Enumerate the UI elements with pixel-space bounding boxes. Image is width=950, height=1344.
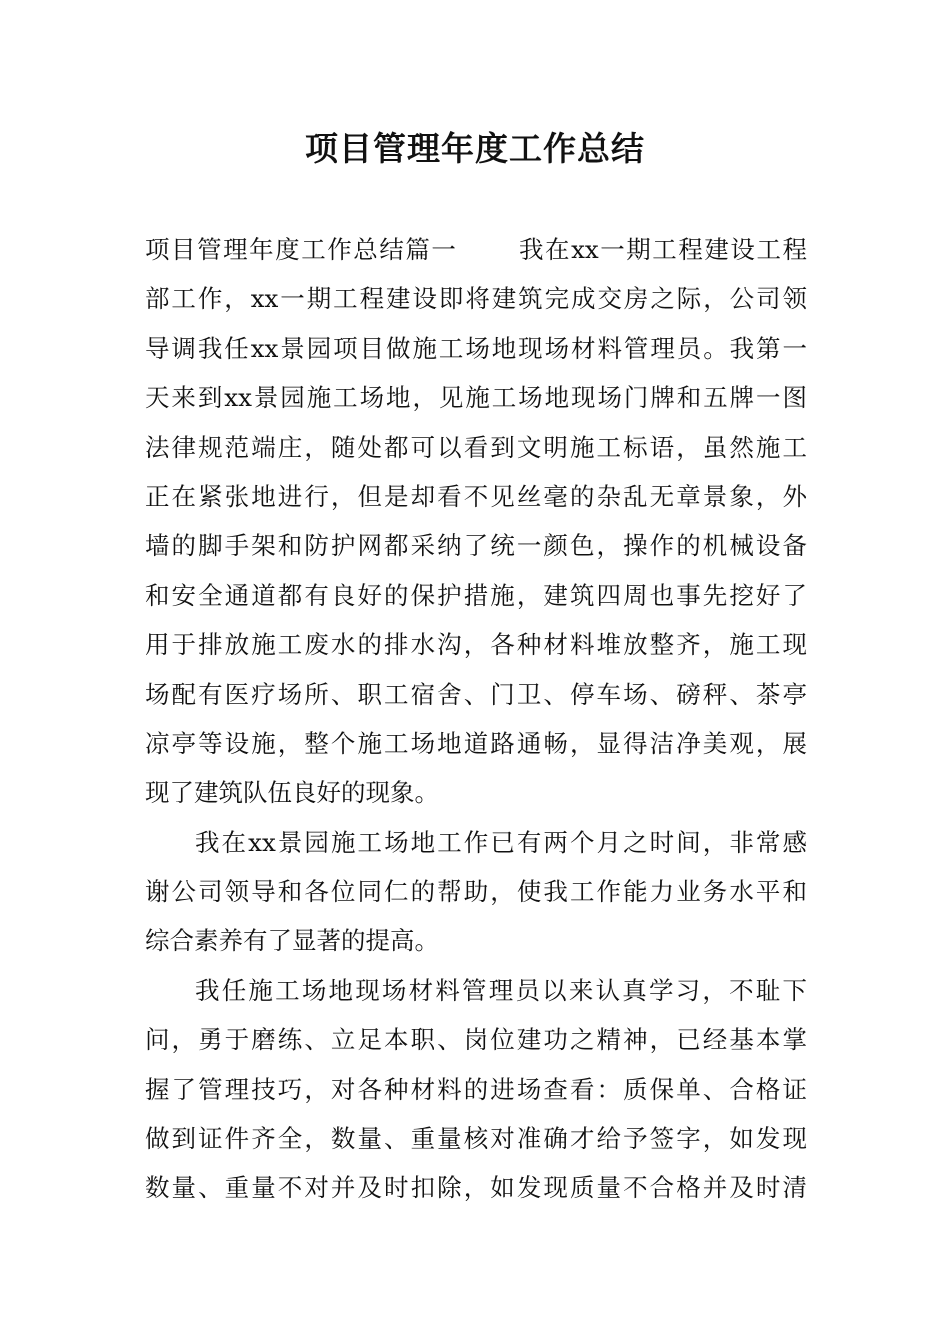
paragraph-line: 导调我任xx景园项目做施工场地现场材料管理员。我第一 bbox=[145, 333, 807, 363]
paragraph-line: 我在xx景园施工场地工作已有两个月之时间，非常感 bbox=[195, 827, 807, 857]
document-title: 项目管理年度工作总结 bbox=[305, 129, 645, 168]
paragraph-line: 部工作，xx一期工程建设即将建筑完成交房之际，公司领 bbox=[145, 284, 807, 314]
paragraph-3 bbox=[145, 966, 807, 1213]
section-lead: 项目管理年度工作总结篇一 bbox=[145, 235, 458, 264]
paragraph-line: 握了管理技巧，对各种材料的进场查看：质保单、合格证 bbox=[145, 1074, 807, 1104]
paragraph-line: 现了建筑队伍良好的现象。 bbox=[145, 778, 439, 808]
paragraph-line: 做到证件齐全，数量、重量核对准确才给予签字，如发现 bbox=[145, 1124, 807, 1154]
paragraph-2 bbox=[145, 818, 807, 966]
paragraph-line: 场配有医疗场所、职工宿舍、门卫、停车场、磅秤、茶亭 bbox=[145, 679, 807, 709]
paragraph-line: 正在紧张地进行，但是却看不见丝毫的杂乱无章景象，外 bbox=[145, 481, 807, 511]
paragraph-line: 凉亭等设施，整个施工场地道路通畅，显得洁净美观，展 bbox=[145, 728, 807, 758]
paragraph-line: 综合素养有了显著的提高。 bbox=[145, 926, 439, 956]
paragraph-line: 我任施工场地现场材料管理员以来认真学习，不耻下 bbox=[195, 975, 807, 1005]
paragraph-line: 谢公司领导和各位同仁的帮助，使我工作能力业务水平和 bbox=[145, 877, 807, 907]
paragraph-line: 用于排放施工废水的排水沟，各种材料堆放整齐，施工现 bbox=[145, 630, 807, 660]
paragraph-line: 墙的脚手架和防护网都采纳了统一颜色，操作的机械设备 bbox=[145, 531, 807, 561]
document-body bbox=[145, 225, 807, 1213]
paragraph-line: 和安全通道都有良好的保护措施，建筑四周也事先挖好了 bbox=[145, 580, 807, 610]
paragraph-line: 天来到xx景园施工场地，见施工场地现场门牌和五牌一图 bbox=[145, 383, 807, 413]
paragraph-line: 数量、重量不对并及时扣除，如发现质量不合格并及时清 bbox=[145, 1173, 807, 1203]
line-text: 我在xx一期工程建设工程 bbox=[517, 235, 807, 264]
paragraph-line: 法律规范端庄，随处都可以看到文明施工标语，虽然施工 bbox=[145, 432, 807, 462]
paragraph-line bbox=[145, 225, 807, 274]
paragraph-1 bbox=[145, 225, 807, 818]
paragraph-line: 问，勇于磨练、立足本职、岗位建功之精神，已经基本掌 bbox=[145, 1025, 807, 1055]
